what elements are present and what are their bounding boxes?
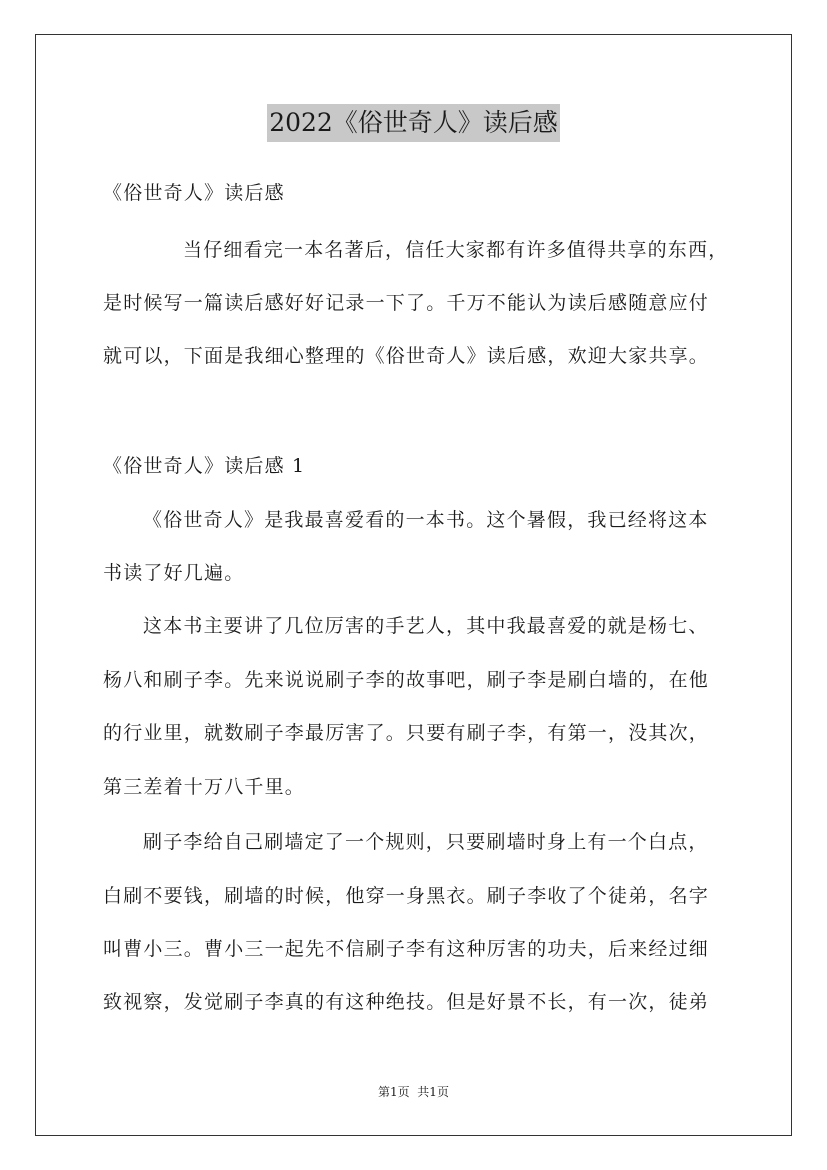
paragraph-line: 这本书主要讲了几位厉害的手艺人，其中我最喜爱的就是杨七、 (143, 615, 709, 637)
paragraph-line: 刷子李给自己刷墙定了一个规则，只要刷墙时身上有一个白点， (143, 831, 709, 853)
paragraph-line: 杨八和刷子李。先来说说刷子李的故事吧，刷子李是刷白墙的，在他 (103, 669, 710, 691)
paragraph-line: 的行业里，就数刷子李最厉害了。只要有刷子李，有第一，没其次， (103, 722, 710, 744)
document-title-text: 2022《俗世奇人》读后感 (267, 104, 560, 142)
document-title (0, 104, 827, 142)
intro-line: 当仔细看完一本名著后，信任大家都有许多值得共享的东西， (183, 239, 729, 261)
paragraph-line: 致视察，发觉刷子李真的有这种绝技。但是好景不长，有一次，徒弟 (103, 991, 710, 1013)
section-heading: 《俗世奇人》读后感 1 (103, 455, 306, 477)
subtitle: 《俗世奇人》读后感 (103, 182, 285, 204)
page-footer: 第1页 共1页 (378, 1085, 449, 1099)
paragraph-line: 《俗世奇人》是我最喜爱看的一本书。这个暑假，我已经将这本 (143, 509, 709, 531)
intro-line: 是时候写一篇读后感好好记录一下了。千万不能认为读后感随意应付 (103, 292, 710, 314)
paragraph-line: 第三差着十万八千里。 (103, 776, 306, 798)
paragraph-line: 叫曹小三。曹小三一起先不信刷子李有这种厉害的功夫，后来经过细 (103, 938, 710, 960)
paragraph-line: 书读了好几遍。 (103, 562, 245, 584)
paragraph-line: 白刷不要钱，刷墙的时候，他穿一身黑衣。刷子李收了个徒弟，名字 (103, 885, 710, 907)
intro-line: 就可以，下面是我细心整理的《俗世奇人》读后感，欢迎大家共享。 (103, 345, 710, 367)
